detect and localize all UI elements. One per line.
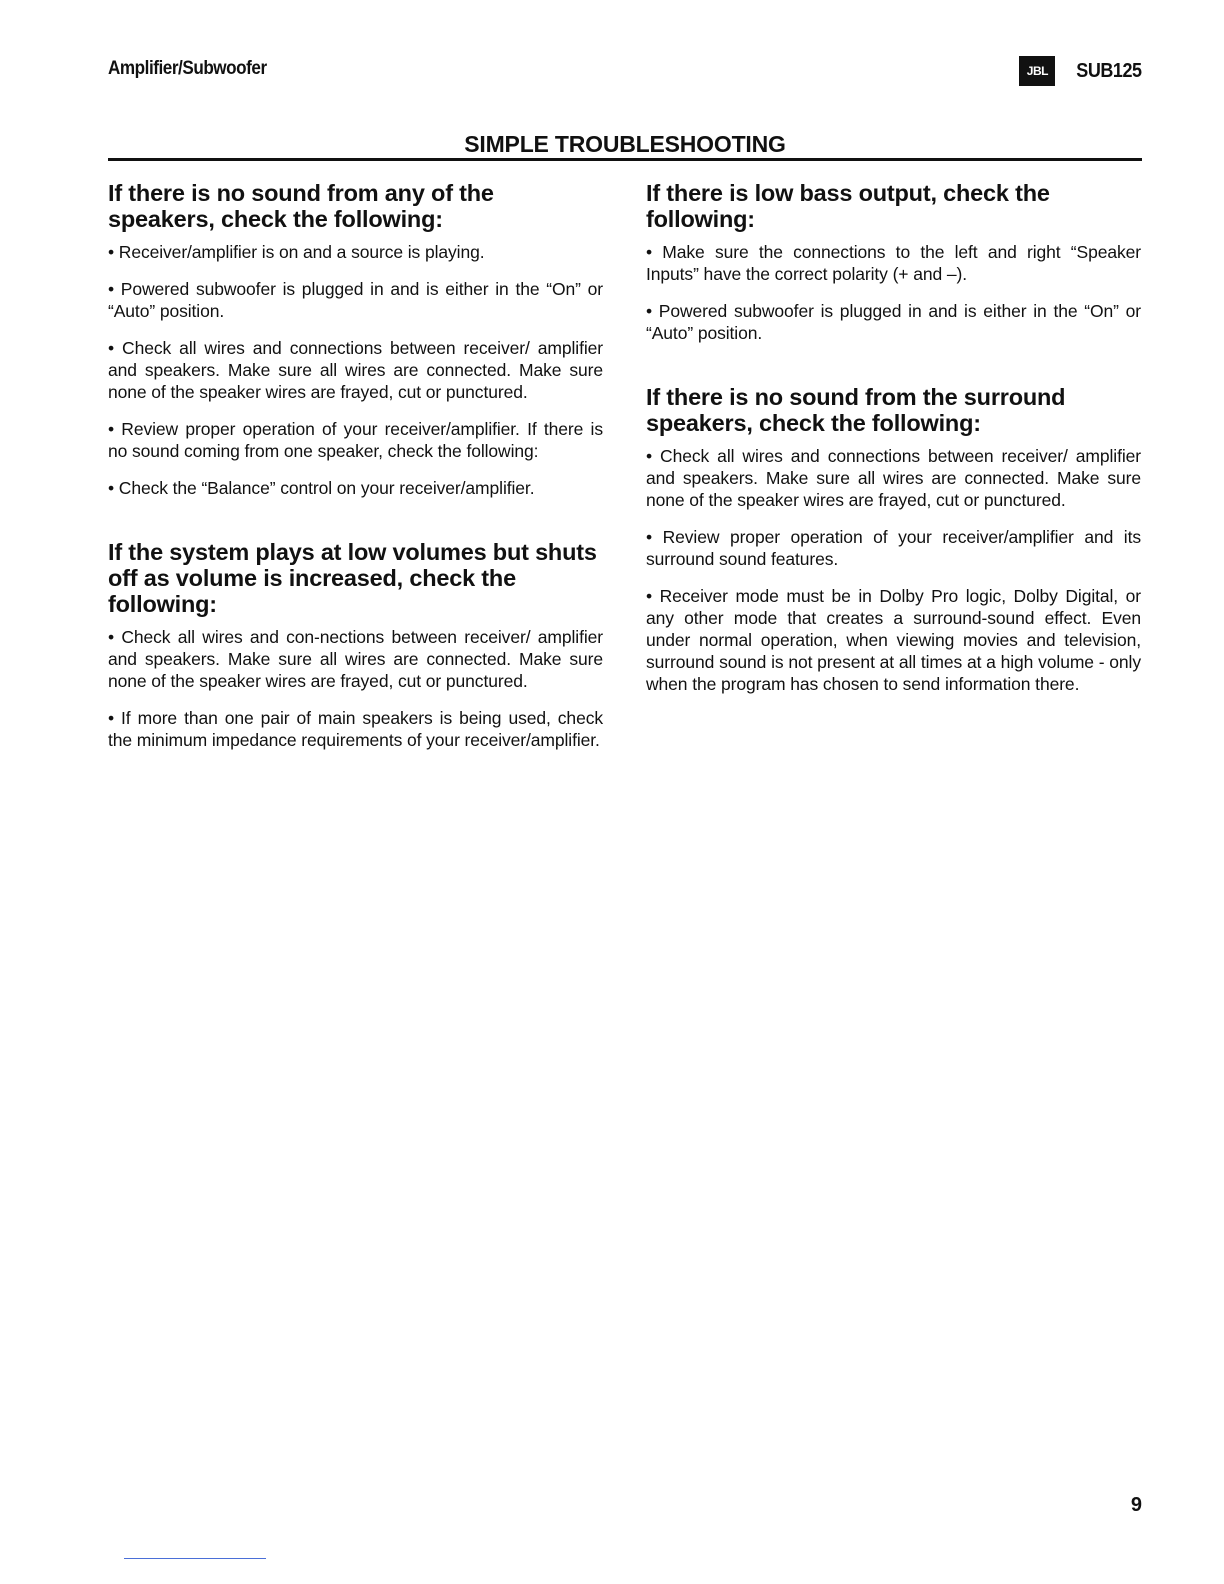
section-shuts-off — [108, 539, 603, 751]
title-divider — [108, 158, 1142, 161]
list-item: • Receiver/amplifier is on and a source is playing. — [108, 242, 485, 262]
list-item: • Make sure the connections to the left and right “Speaker Inputs” have the correct polarity (+ and –). — [646, 242, 1141, 284]
list-item: • Receiver mode must be in Dolby Pro logic, Dolby Digital, or any other mode that creates a surround-sound effect. Even under normal operation, when viewing movies and television, surround sound is not present at all times at a high volume - only when the program has chosen to send information there. — [646, 586, 1141, 694]
jbl-logo-icon: JBL — [1019, 56, 1055, 86]
list-item: • Powered subwoofer is plugged in and is either in the “On” or “Auto” position. — [646, 301, 1141, 343]
section-no-surround — [646, 384, 1141, 695]
section-heading: If there is no sound from any of the speakers, check the following: — [108, 180, 494, 232]
page-title: SIMPLE TROUBLESHOOTING — [464, 131, 786, 157]
list-item: • Check all wires and connections between receiver/ amplifier and speakers. Make sure all wires are connected. Make sure none of the speaker wires are frayed, cut or punctured. — [108, 338, 603, 402]
list-item: • Powered subwoofer is plugged in and is either in the “On” or “Auto” position. — [108, 279, 603, 321]
right-column — [646, 180, 1141, 710]
left-column — [108, 180, 603, 766]
page-number: 9 — [1130, 1494, 1142, 1516]
list-item: • Check all wires and con-nections between receiver/ amplifier and speakers. Make sure all wires are connected. Make sure none of the speaker wires are frayed, cut or punctured. — [108, 627, 603, 691]
section-no-sound — [108, 180, 603, 499]
list-item: • Check the “Balance” control on your receiver/amplifier. — [108, 478, 535, 498]
section-heading: If the system plays at low volumes but shuts off as volume is increased, check the following: — [108, 539, 597, 617]
section-heading: If there is no sound from the surround speakers, check the following: — [646, 384, 1066, 436]
list-item: • If more than one pair of main speakers is being used, check the minimum impedance requirements of your receiver/amplifier. — [108, 708, 603, 750]
header-section-label: Amplifier/Subwoofer — [108, 58, 267, 79]
list-item: • Check all wires and connections between receiver/ amplifier and speakers. Make sure all wires are connected. Make sure none of the speaker wires are frayed, cut or punctured. — [646, 446, 1141, 510]
list-item: • Review proper operation of your receiver/amplifier and its surround sound features. — [646, 527, 1141, 569]
model-name: SUB125 — [1076, 59, 1142, 82]
footer-rule — [124, 1558, 266, 1559]
section-low-bass — [646, 180, 1141, 344]
section-heading: If there is low bass output, check the following: — [646, 180, 1050, 232]
header-brand — [1019, 56, 1142, 86]
list-item: • Review proper operation of your receiver/amplifier. If there is no sound coming from one speaker, check the following: — [108, 419, 603, 461]
